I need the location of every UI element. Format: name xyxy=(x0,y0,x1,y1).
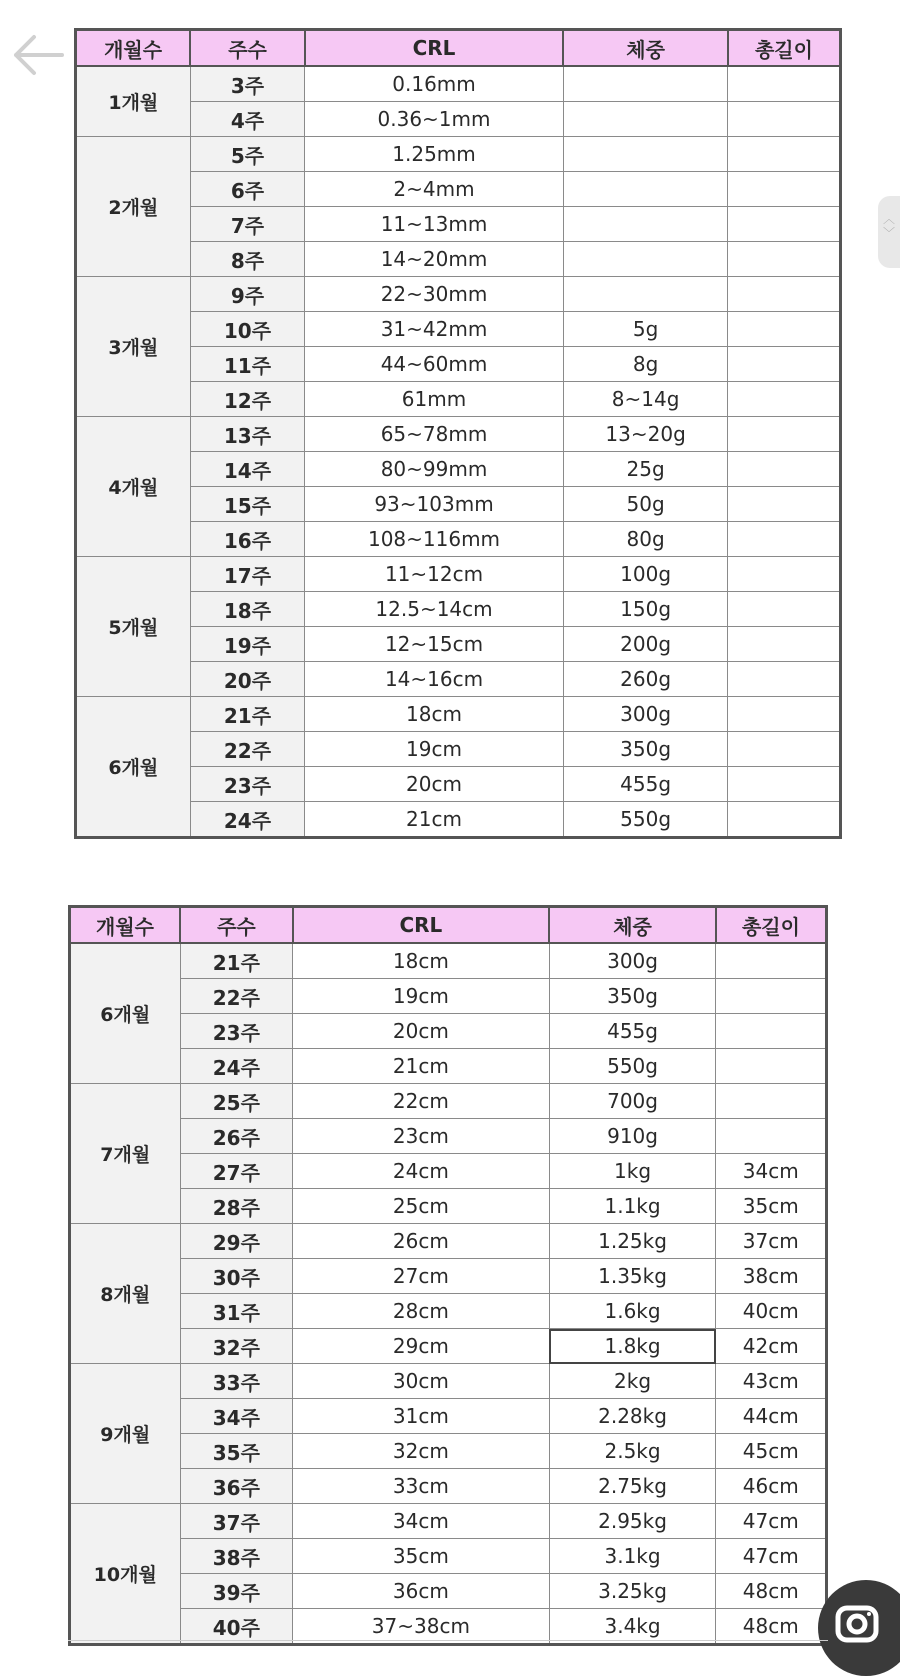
crl-cell: 14~20mm xyxy=(305,242,563,277)
weight-cell: 5g xyxy=(563,312,728,347)
crl-cell: 22cm xyxy=(293,1084,550,1119)
crl-cell: 19cm xyxy=(293,979,550,1014)
crl-cell: 0.16mm xyxy=(305,66,563,102)
table-header-row xyxy=(76,30,841,67)
length-cell: 47cm xyxy=(716,1504,827,1539)
week-cell: 17주 xyxy=(190,557,305,592)
length-cell xyxy=(728,277,841,312)
weight-cell: 550g xyxy=(549,1049,716,1084)
crl-cell: 26cm xyxy=(293,1224,550,1259)
week-cell: 13주 xyxy=(190,417,305,452)
month-cell: 9개월 xyxy=(70,1364,181,1504)
table-row xyxy=(70,1329,827,1364)
weight-cell: 2.5kg xyxy=(549,1434,716,1469)
weight-cell: 300g xyxy=(549,943,716,979)
table-row xyxy=(76,312,841,347)
month-cell: 8개월 xyxy=(70,1224,181,1364)
weight-cell: 2.75kg xyxy=(549,1469,716,1504)
crl-cell: 25cm xyxy=(293,1189,550,1224)
month-cell: 6개월 xyxy=(70,943,181,1084)
table-row xyxy=(76,277,841,312)
header-month: 개월수 xyxy=(76,30,191,67)
table-row xyxy=(76,382,841,417)
month-cell: 6개월 xyxy=(76,697,191,838)
week-cell: 20주 xyxy=(190,662,305,697)
length-cell xyxy=(716,943,827,979)
week-cell: 9주 xyxy=(190,277,305,312)
table-header-row xyxy=(70,907,827,944)
table-row xyxy=(70,1014,827,1049)
table-row xyxy=(76,802,841,838)
length-cell xyxy=(728,102,841,137)
table-row xyxy=(76,627,841,662)
table-row xyxy=(76,592,841,627)
length-cell xyxy=(728,312,841,347)
table-row xyxy=(70,1189,827,1224)
scroll-handle-icon[interactable]: ︿ ﹀ xyxy=(878,196,900,268)
crl-cell: 44~60mm xyxy=(305,347,563,382)
week-cell: 6주 xyxy=(190,172,305,207)
weight-cell: 455g xyxy=(563,767,728,802)
length-cell: 42cm xyxy=(716,1329,827,1364)
week-cell: 21주 xyxy=(190,697,305,732)
length-cell xyxy=(728,242,841,277)
month-cell: 5개월 xyxy=(76,557,191,697)
week-cell: 40주 xyxy=(180,1609,293,1645)
weight-cell: 2kg xyxy=(549,1364,716,1399)
weight-cell: 350g xyxy=(549,979,716,1014)
week-cell: 25주 xyxy=(180,1084,293,1119)
length-cell xyxy=(728,767,841,802)
length-cell: 44cm xyxy=(716,1399,827,1434)
month-cell: 3개월 xyxy=(76,277,191,417)
length-cell: 35cm xyxy=(716,1189,827,1224)
crl-cell: 2~4mm xyxy=(305,172,563,207)
length-cell: 45cm xyxy=(716,1434,827,1469)
week-cell: 10주 xyxy=(190,312,305,347)
week-cell: 28주 xyxy=(180,1189,293,1224)
length-cell xyxy=(728,592,841,627)
crl-cell: 14~16cm xyxy=(305,662,563,697)
week-cell: 23주 xyxy=(180,1014,293,1049)
weight-cell: 1.35kg xyxy=(549,1259,716,1294)
month-cell: 4개월 xyxy=(76,417,191,557)
crl-cell: 33cm xyxy=(293,1469,550,1504)
weight-cell xyxy=(563,102,728,137)
weight-cell: 1.6kg xyxy=(549,1294,716,1329)
length-cell xyxy=(728,802,841,838)
table-row xyxy=(70,1049,827,1084)
table-row xyxy=(70,1119,827,1154)
table-row xyxy=(70,1504,827,1539)
length-cell: 43cm xyxy=(716,1364,827,1399)
weight-cell: 1.8kg xyxy=(549,1329,716,1364)
crl-cell: 34cm xyxy=(293,1504,550,1539)
week-cell: 35주 xyxy=(180,1434,293,1469)
week-cell: 24주 xyxy=(190,802,305,838)
length-cell xyxy=(728,557,841,592)
table-row xyxy=(76,557,841,592)
weight-cell xyxy=(563,242,728,277)
crl-cell: 80~99mm xyxy=(305,452,563,487)
length-cell xyxy=(728,347,841,382)
table-row xyxy=(70,1399,827,1434)
table-row xyxy=(76,417,841,452)
crl-cell: 21cm xyxy=(293,1049,550,1084)
length-cell xyxy=(728,452,841,487)
length-cell: 40cm xyxy=(716,1294,827,1329)
table-row xyxy=(76,242,841,277)
weight-cell: 8~14g xyxy=(563,382,728,417)
week-cell: 8주 xyxy=(190,242,305,277)
week-cell: 38주 xyxy=(180,1539,293,1574)
weight-cell: 1kg xyxy=(549,1154,716,1189)
table-row xyxy=(70,1294,827,1329)
crl-cell: 11~12cm xyxy=(305,557,563,592)
table-row xyxy=(70,1224,827,1259)
week-cell: 15주 xyxy=(190,487,305,522)
length-cell xyxy=(728,627,841,662)
crl-cell: 24cm xyxy=(293,1154,550,1189)
week-cell: 22주 xyxy=(190,732,305,767)
table-row xyxy=(76,137,841,172)
header-month: 개월수 xyxy=(70,907,181,944)
header-weight: 체중 xyxy=(549,907,716,944)
length-cell xyxy=(716,1119,827,1154)
table-row xyxy=(70,1154,827,1189)
header-length: 총길이 xyxy=(728,30,841,67)
length-cell xyxy=(716,1049,827,1084)
crl-cell: 1.25mm xyxy=(305,137,563,172)
weight-cell: 200g xyxy=(563,627,728,662)
table-row xyxy=(76,767,841,802)
crl-cell: 18cm xyxy=(293,943,550,979)
weight-cell xyxy=(563,207,728,242)
weight-cell: 3.4kg xyxy=(549,1609,716,1645)
week-cell: 29주 xyxy=(180,1224,293,1259)
crl-cell: 29cm xyxy=(293,1329,550,1364)
crl-cell: 27cm xyxy=(293,1259,550,1294)
week-cell: 21주 xyxy=(180,943,293,979)
weight-cell: 2.95kg xyxy=(549,1504,716,1539)
crl-cell: 0.36~1mm xyxy=(305,102,563,137)
week-cell: 30주 xyxy=(180,1259,293,1294)
weight-cell: 80g xyxy=(563,522,728,557)
length-cell xyxy=(728,207,841,242)
table-row xyxy=(76,662,841,697)
table-row xyxy=(76,487,841,522)
crl-cell: 18cm xyxy=(305,697,563,732)
length-cell: 48cm xyxy=(716,1609,827,1645)
table-row xyxy=(76,172,841,207)
length-cell: 34cm xyxy=(716,1154,827,1189)
crl-cell: 28cm xyxy=(293,1294,550,1329)
week-cell: 33주 xyxy=(180,1364,293,1399)
weight-cell: 100g xyxy=(563,557,728,592)
header-length: 총길이 xyxy=(716,907,827,944)
length-cell xyxy=(728,522,841,557)
length-cell xyxy=(728,732,841,767)
weight-cell: 2.28kg xyxy=(549,1399,716,1434)
week-cell: 36주 xyxy=(180,1469,293,1504)
crl-cell: 31cm xyxy=(293,1399,550,1434)
week-cell: 26주 xyxy=(180,1119,293,1154)
table-row xyxy=(76,347,841,382)
length-cell xyxy=(728,697,841,732)
weight-cell: 1.25kg xyxy=(549,1224,716,1259)
table-row xyxy=(76,522,841,557)
month-cell: 1개월 xyxy=(76,66,191,137)
table-row xyxy=(70,1084,827,1119)
week-cell: 12주 xyxy=(190,382,305,417)
table-row xyxy=(76,697,841,732)
month-cell: 7개월 xyxy=(70,1084,181,1224)
table-row xyxy=(76,207,841,242)
weight-cell: 910g xyxy=(549,1119,716,1154)
weight-cell xyxy=(563,172,728,207)
weight-cell: 8g xyxy=(563,347,728,382)
weight-cell xyxy=(563,137,728,172)
length-cell xyxy=(716,979,827,1014)
table-row xyxy=(70,1574,827,1609)
header-week: 주수 xyxy=(190,30,305,67)
table-row xyxy=(76,732,841,767)
length-cell xyxy=(716,1014,827,1049)
length-cell: 38cm xyxy=(716,1259,827,1294)
weight-cell: 3.1kg xyxy=(549,1539,716,1574)
length-cell: 48cm xyxy=(716,1574,827,1609)
crl-cell: 19cm xyxy=(305,732,563,767)
week-cell: 16주 xyxy=(190,522,305,557)
table-row xyxy=(76,452,841,487)
weight-cell xyxy=(563,66,728,102)
week-cell: 27주 xyxy=(180,1154,293,1189)
length-cell xyxy=(728,417,841,452)
crl-cell: 23cm xyxy=(293,1119,550,1154)
camera-icon[interactable] xyxy=(818,1580,900,1676)
crl-cell: 11~13mm xyxy=(305,207,563,242)
crl-cell: 37~38cm xyxy=(293,1609,550,1645)
weight-cell: 150g xyxy=(563,592,728,627)
table-row xyxy=(76,102,841,137)
week-cell: 5주 xyxy=(190,137,305,172)
crl-cell: 22~30mm xyxy=(305,277,563,312)
weight-cell: 13~20g xyxy=(563,417,728,452)
week-cell: 4주 xyxy=(190,102,305,137)
crl-cell: 32cm xyxy=(293,1434,550,1469)
weight-cell: 300g xyxy=(563,697,728,732)
weight-cell: 3.25kg xyxy=(549,1574,716,1609)
fetal-growth-table-2 xyxy=(68,905,828,1646)
month-cell: 10개월 xyxy=(70,1504,181,1645)
crl-cell: 20cm xyxy=(305,767,563,802)
fetal-growth-table-1 xyxy=(74,28,842,839)
crl-cell: 93~103mm xyxy=(305,487,563,522)
weight-cell: 25g xyxy=(563,452,728,487)
crl-cell: 12~15cm xyxy=(305,627,563,662)
table-row xyxy=(70,979,827,1014)
crl-cell: 108~116mm xyxy=(305,522,563,557)
crl-cell: 31~42mm xyxy=(305,312,563,347)
week-cell: 32주 xyxy=(180,1329,293,1364)
back-arrow-icon[interactable] xyxy=(6,30,68,80)
crl-cell: 20cm xyxy=(293,1014,550,1049)
week-cell: 37주 xyxy=(180,1504,293,1539)
table-row xyxy=(76,66,841,102)
month-cell: 2개월 xyxy=(76,137,191,277)
week-cell: 19주 xyxy=(190,627,305,662)
week-cell: 22주 xyxy=(180,979,293,1014)
length-cell: 37cm xyxy=(716,1224,827,1259)
crl-cell: 30cm xyxy=(293,1364,550,1399)
length-cell xyxy=(728,662,841,697)
length-cell: 47cm xyxy=(716,1539,827,1574)
week-cell: 31주 xyxy=(180,1294,293,1329)
crl-cell: 35cm xyxy=(293,1539,550,1574)
header-crl: CRL xyxy=(293,907,550,944)
length-cell: 46cm xyxy=(716,1469,827,1504)
crl-cell: 36cm xyxy=(293,1574,550,1609)
weight-cell: 350g xyxy=(563,732,728,767)
table-row xyxy=(70,1364,827,1399)
header-week: 주수 xyxy=(180,907,293,944)
table-row xyxy=(70,1539,827,1574)
table-row xyxy=(70,1434,827,1469)
length-cell xyxy=(728,172,841,207)
week-cell: 23주 xyxy=(190,767,305,802)
week-cell: 14주 xyxy=(190,452,305,487)
table-row xyxy=(70,943,827,979)
weight-cell: 700g xyxy=(549,1084,716,1119)
crl-cell: 12.5~14cm xyxy=(305,592,563,627)
crl-cell: 21cm xyxy=(305,802,563,838)
crl-cell: 61mm xyxy=(305,382,563,417)
table-bottom-edge xyxy=(68,1640,828,1656)
length-cell xyxy=(716,1084,827,1119)
week-cell: 11주 xyxy=(190,347,305,382)
week-cell: 34주 xyxy=(180,1399,293,1434)
table-row xyxy=(70,1469,827,1504)
table-row xyxy=(70,1259,827,1294)
length-cell xyxy=(728,137,841,172)
length-cell xyxy=(728,487,841,522)
weight-cell: 260g xyxy=(563,662,728,697)
week-cell: 7주 xyxy=(190,207,305,242)
header-weight: 체중 xyxy=(563,30,728,67)
weight-cell: 550g xyxy=(563,802,728,838)
weight-cell: 50g xyxy=(563,487,728,522)
week-cell: 3주 xyxy=(190,66,305,102)
header-crl: CRL xyxy=(305,30,563,67)
week-cell: 24주 xyxy=(180,1049,293,1084)
week-cell: 39주 xyxy=(180,1574,293,1609)
week-cell: 18주 xyxy=(190,592,305,627)
weight-cell: 1.1kg xyxy=(549,1189,716,1224)
length-cell xyxy=(728,382,841,417)
length-cell xyxy=(728,66,841,102)
weight-cell: 455g xyxy=(549,1014,716,1049)
weight-cell xyxy=(563,277,728,312)
crl-cell: 65~78mm xyxy=(305,417,563,452)
